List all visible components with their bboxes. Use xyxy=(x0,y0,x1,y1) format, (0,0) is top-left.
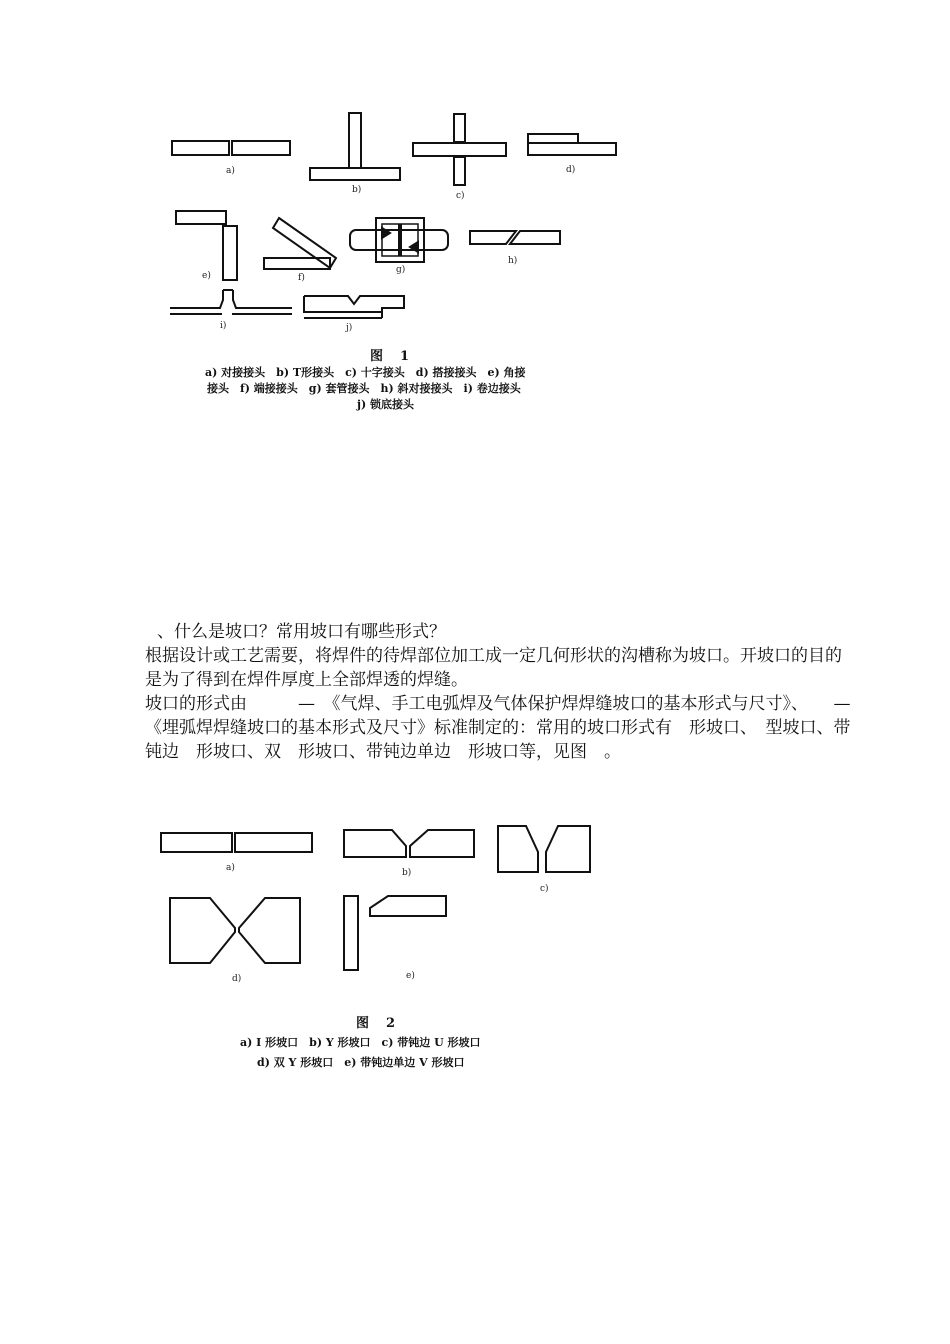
fig1-sublabel-i: i) xyxy=(220,321,227,331)
t-joint-drawing xyxy=(310,113,400,180)
fig1-sublabel-g: g) xyxy=(396,265,406,275)
fig2-sublabel-b: b) xyxy=(402,868,412,878)
fig1-sublabel-f: f) xyxy=(298,273,305,283)
section-paragraph-2: 坡口的形式由 — 《气焊、手工电弧焊及气体保护焊焊缝坡口的基本形式与尺寸》、 — 《埋弧焊焊缝坡口的基本形式及尺寸》标准制定的：常用的坡口形式有 形坡口、 型坡口、带钝边 形坡口、双 形坡口、带钝边单边 形坡口等，见图 。 xyxy=(145,694,868,762)
double-y-groove-drawing xyxy=(170,898,300,963)
single-bevel-drawing xyxy=(344,896,446,970)
fig2-sublabel-c: c) xyxy=(540,884,549,894)
fig1-sublabel-d: d) xyxy=(566,165,576,175)
fig1-sublabel-c: c) xyxy=(456,191,465,201)
fig1-sublabel-a: a) xyxy=(226,166,235,176)
fig2-sublabel-e: e) xyxy=(406,971,415,981)
butt-joint-drawing xyxy=(172,141,290,155)
section-paragraph-1: 根据设计或工艺需要，将焊件的待焊部位加工成一定几何形状的沟槽称为坡口。开坡口的目的是为了得到在焊件厚度上全部焊透的焊缝。 xyxy=(145,646,842,690)
section-question: 、什么是坡口？常用坡口有哪些形式？ xyxy=(157,622,446,642)
figure-1-caption-line-2: 接头 f) 端接接头 g) 套管接头 h) 斜对接接头 i) 卷边接头 xyxy=(207,382,521,395)
fig2-sublabel-a: a) xyxy=(226,863,235,873)
fig1-sublabel-h: h) xyxy=(508,256,518,266)
sleeve-joint-drawing xyxy=(350,218,448,262)
lap-joint-drawing xyxy=(528,134,616,155)
i-groove-drawing xyxy=(161,833,312,852)
figure-1-title: 图 1 xyxy=(370,349,412,364)
figure-2-caption-line-2: d) 双 Y 形坡口 e) 带钝边单边 V 形坡口 xyxy=(257,1056,465,1069)
fig1-sublabel-j: j) xyxy=(346,323,353,333)
u-groove-drawing xyxy=(498,826,590,872)
figure-1-caption-line-3: j) 锁底接头 xyxy=(357,398,415,411)
fig1-sublabel-b: b) xyxy=(352,185,362,195)
figure-1-caption-line-1: a) 对接接头 b) T形接头 c) 十字接头 d) 搭接接头 e) 角接 xyxy=(205,366,526,379)
cross-joint-drawing xyxy=(413,114,506,185)
flanged-joint-drawing xyxy=(170,290,292,314)
fig2-sublabel-d: d) xyxy=(232,974,242,984)
figure-2-caption-line-1: a) I 形坡口 b) Y 形坡口 c) 带钝边 U 形坡口 xyxy=(240,1036,481,1049)
fig1-sublabel-e: e) xyxy=(202,271,211,281)
y-groove-drawing xyxy=(344,830,474,857)
section-text xyxy=(145,620,868,764)
figure-2-drawing xyxy=(150,818,610,998)
figure-2-title: 图 2 xyxy=(356,1016,398,1031)
locked-joint-drawing xyxy=(304,296,404,318)
end-joint-drawing xyxy=(264,218,336,269)
scarf-joint-drawing xyxy=(470,231,560,244)
corner-joint-drawing xyxy=(176,211,237,280)
figure-1-drawing xyxy=(160,100,630,340)
